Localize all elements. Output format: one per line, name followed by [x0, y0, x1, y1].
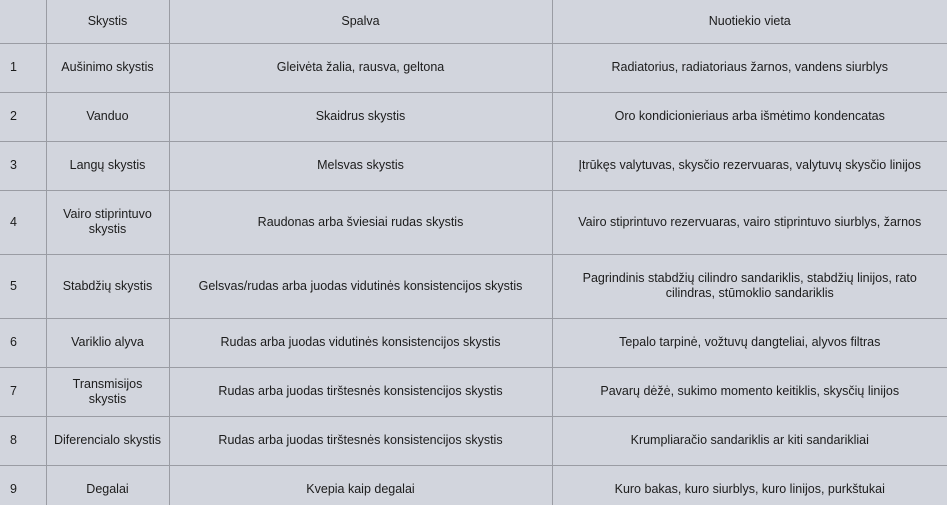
fluid-name: Diferencialo skystis: [46, 416, 169, 465]
table-row: [0, 367, 947, 416]
leak-location: Oro kondicionieriaus arba išmėtimo kondencatas: [552, 92, 947, 141]
table-row: [0, 465, 947, 505]
row-number: 5: [0, 254, 46, 318]
fluid-color: Gleivėta žalia, rausva, geltona: [169, 43, 552, 92]
leak-location: Tepalo tarpinė, vožtuvų dangteliai, alyvos filtras: [552, 318, 947, 367]
fluid-color: Skaidrus skystis: [169, 92, 552, 141]
leak-location: Krumpliaračio sandariklis ar kiti sandarikliai: [552, 416, 947, 465]
fluid-name: Transmisijos skystis: [46, 367, 169, 416]
row-number: 4: [0, 190, 46, 254]
row-number: 6: [0, 318, 46, 367]
row-number: 2: [0, 92, 46, 141]
fluid-color: Rudas arba juodas tirštesnės konsistencijos skystis: [169, 416, 552, 465]
fluid-name: Stabdžių skystis: [46, 254, 169, 318]
row-number: 1: [0, 43, 46, 92]
fluid-color: Rudas arba juodas tirštesnės konsistencijos skystis: [169, 367, 552, 416]
header-leak-location: Nuotiekio vieta: [552, 0, 947, 43]
table-row: [0, 416, 947, 465]
table-row: [0, 92, 947, 141]
row-number: 8: [0, 416, 46, 465]
row-number: 9: [0, 465, 46, 505]
fluid-color: Kvepia kaip degalai: [169, 465, 552, 505]
leak-location: Vairo stiprintuvo rezervuaras, vairo stiprintuvo siurblys, žarnos: [552, 190, 947, 254]
fluid-name: Degalai: [46, 465, 169, 505]
table-row: [0, 141, 947, 190]
fluid-color: Gelsvas/rudas arba juodas vidutinės konsistencijos skystis: [169, 254, 552, 318]
fluid-color: Raudonas arba šviesiai rudas skystis: [169, 190, 552, 254]
leak-location: Pavarų dėžė, sukimo momento keitiklis, skysčių linijos: [552, 367, 947, 416]
leak-location: Radiatorius, radiatoriaus žarnos, vandens siurblys: [552, 43, 947, 92]
table-header-row: [0, 0, 947, 43]
header-number: [0, 0, 46, 43]
row-number: 7: [0, 367, 46, 416]
header-fluid: Skystis: [46, 0, 169, 43]
leak-location: Kuro bakas, kuro siurblys, kuro linijos, purkštukai: [552, 465, 947, 505]
table-row: [0, 43, 947, 92]
fluid-name: Vairo stiprintuvo skystis: [46, 190, 169, 254]
leak-location: Įtrūkęs valytuvas, skysčio rezervuaras, valytuvų skysčio linijos: [552, 141, 947, 190]
table-row: [0, 254, 947, 318]
fluid-color: Melsvas skystis: [169, 141, 552, 190]
fluid-name: Aušinimo skystis: [46, 43, 169, 92]
fluid-name: Variklio alyva: [46, 318, 169, 367]
leak-location: Pagrindinis stabdžių cilindro sandariklis, stabdžių linijos, rato cilindras, stūmoklio sandariklis: [552, 254, 947, 318]
row-number: 3: [0, 141, 46, 190]
table-row: [0, 318, 947, 367]
fluid-name: Vanduo: [46, 92, 169, 141]
table-row: [0, 190, 947, 254]
header-color: Spalva: [169, 0, 552, 43]
fluid-color: Rudas arba juodas vidutinės konsistencijos skystis: [169, 318, 552, 367]
fluid-name: Langų skystis: [46, 141, 169, 190]
